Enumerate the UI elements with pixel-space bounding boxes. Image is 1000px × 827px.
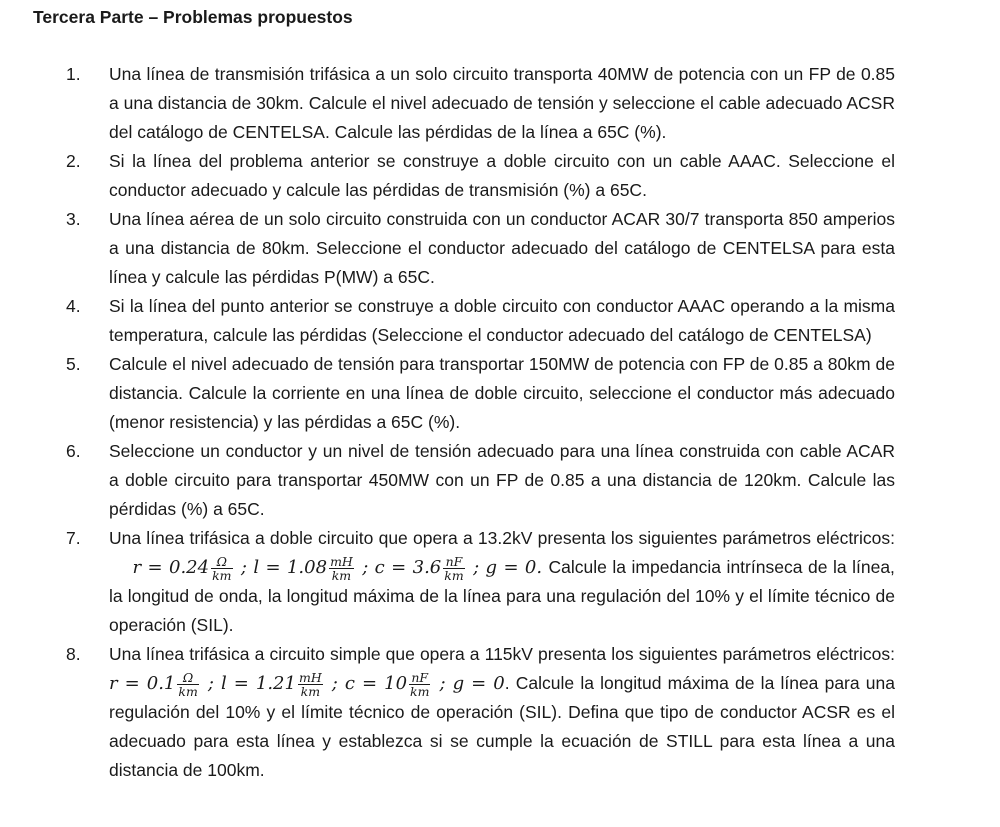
problem-text: Si la línea del punto anterior se construye a doble circuito con conductor AAAC operando a la misma temperatura, calcule las pérdidas (Seleccione el conductor adecuado del catálogo de CENTELSA) [109,296,895,345]
section-title: Tercera Parte – Problemas propuestos [33,7,353,27]
problem-number: 1. [66,64,81,84]
capacitance-value: ; c = 3.6 [362,557,442,578]
problem-item-5 [0,350,1000,437]
conductance-value: ; g = 0 [439,673,505,694]
inductance-unit: $\frac{mH}{km}$ [298,669,322,699]
problem-intro: Una línea trifásica a doble circuito que opera a 13.2kV presenta los siguientes parámetros eléctricos: [109,528,895,548]
equation [109,669,505,699]
inductance-unit: $\frac{mH}{km}$ [330,553,353,583]
problem-item-2 [0,147,1000,205]
conductance-value: ; g = 0. [473,557,543,578]
problem-text: Una línea aérea de un solo circuito construida con un conductor ACAR 30/7 transporta 850 amperios a una distancia de 80km. Seleccione el conductor adecuado del catálogo de CENTELSA para esta línea y calcule las pérdidas P(MW) a 65C. [109,209,895,287]
problem-number: 6. [66,441,81,461]
inductance-value: ; l = 1.08 [240,557,328,578]
resistance-unit: $\frac{\Omega}{km}$ [178,669,198,699]
problem-intro: Una línea trifásica a circuito simple que opera a 115kV presenta los siguientes parámetros eléctricos: [109,644,895,664]
capacitance-value: ; c = 10 [331,673,408,694]
problem-item-3 [0,205,1000,292]
equation [132,553,549,583]
problem-outro: . Calcule la longitud máxima de la línea para una regulación del 10% y el límite técnico de operación (SIL). Defina que tipo de conductor ACSR es el adecuado para esta línea y establezca si se cumple la ecuación de STILL para esta línea a una distancia de 100km. [109,673,895,780]
problem-number: 5. [66,354,81,374]
problem-item-4 [0,292,1000,350]
problem-text: Una línea de transmisión trifásica a un solo circuito transporta 40MW de potencia con un FP de 0.85 a una distancia de 30km. Calcule el nivel adecuado de tensión y seleccione el cable adecuado ACSR del catálogo de CENTELSA. Calcule las pérdidas de la línea a 65C (%). [109,64,895,142]
resistance-unit: $\frac{\Omega}{km}$ [212,553,232,583]
problem-number: 4. [66,296,81,316]
resistance-value: r = 0.1 [109,673,176,694]
problem-number: 7. [66,528,81,548]
resistance-value: r = 0.24 [132,557,210,578]
capacitance-unit: $\frac{nF}{km}$ [410,669,430,699]
problem-outro: Calcule la impedancia intrínseca de la línea, la longitud de onda, la longitud máxima de la línea para una regulación del 10% y el límite técnico de operación (SIL). [109,557,895,635]
problem-item-6 [0,437,1000,524]
problem-number: 2. [66,151,81,171]
problem-text: Calcule el nivel adecuado de tensión para transportar 150MW de potencia con FP de 0.85 a 80km de distancia. Calcule la corriente en una línea de doble circuito, seleccione el conductor más adecuado (menor resistencia) y las pérdidas a 65C (%). [109,354,895,432]
capacitance-unit: $\frac{nF}{km}$ [444,553,464,583]
problem-number: 8. [66,644,81,664]
problem-number: 3. [66,209,81,229]
problem-text [109,524,895,640]
problem-item-1 [0,60,1000,147]
inductance-value: ; l = 1.21 [207,673,296,694]
problem-item-8 [0,640,1000,785]
problem-list [0,60,1000,785]
problem-item-7 [0,524,1000,640]
problem-text: Seleccione un conductor y un nivel de tensión adecuado para una línea construida con cable ACAR a doble circuito para transportar 450MW con un FP de 0.85 a una distancia de 120km. Calcule las pérdidas (%) a 65C. [109,441,895,519]
problem-text: Si la línea del problema anterior se construye a doble circuito con un cable AAAC. Seleccione el conductor adecuado y calcule las pérdidas de transmisión (%) a 65C. [109,151,895,200]
problem-text [109,640,895,785]
